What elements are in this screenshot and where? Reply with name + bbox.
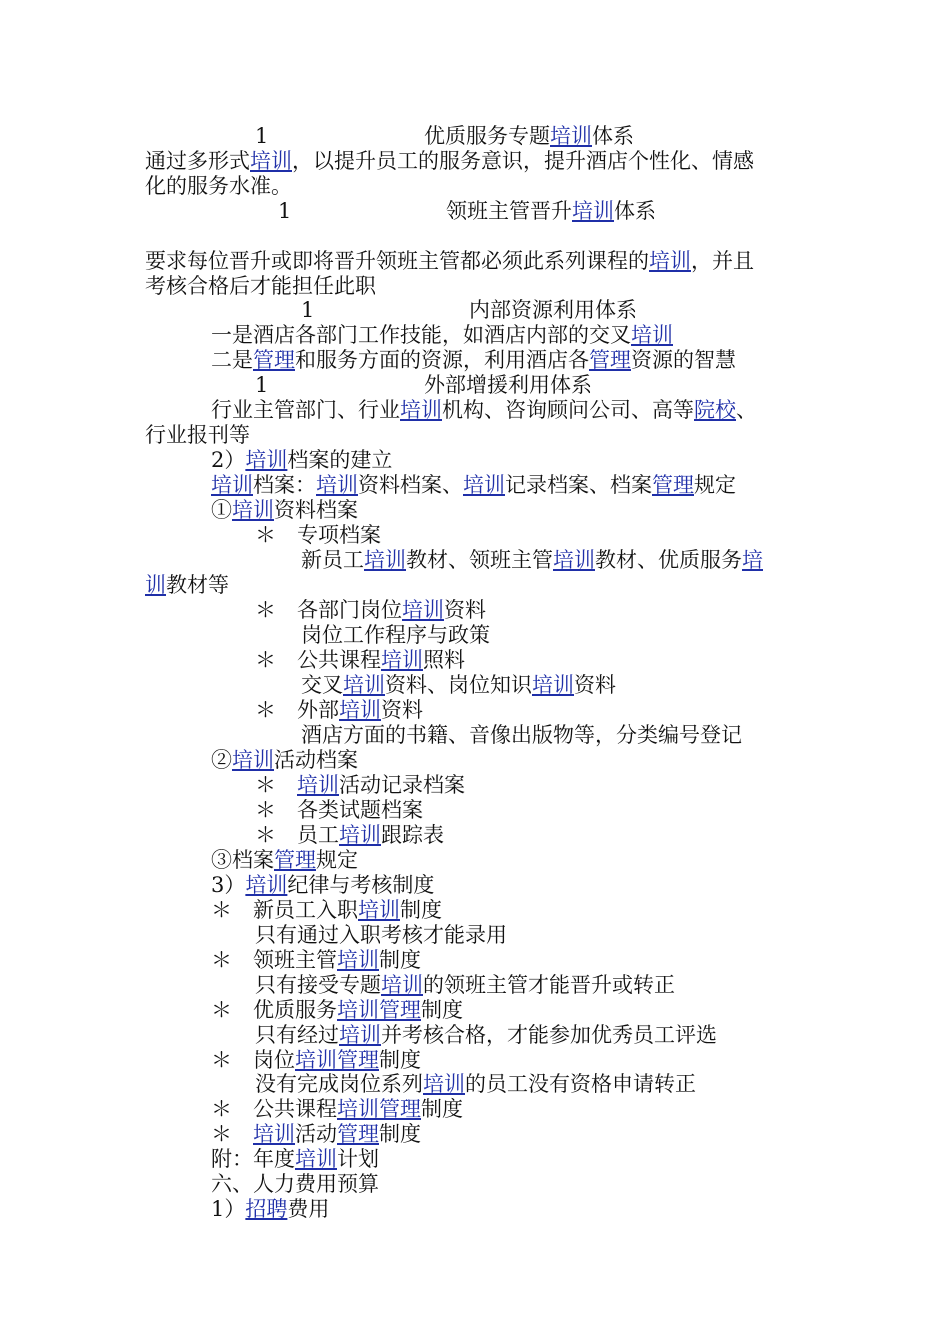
text-segment: 计划 <box>337 1147 379 1171</box>
text-line <box>255 973 675 998</box>
hyperlink[interactable]: 培训 <box>343 673 385 697</box>
text-segment: 六、人力费用预算 <box>211 1172 379 1196</box>
text-segment: 纪律与考核制度 <box>287 873 435 897</box>
text-segment: 2） <box>211 448 246 472</box>
hyperlink[interactable]: 招聘 <box>245 1197 288 1221</box>
text-segment: 活动档案 <box>274 748 358 772</box>
text-line <box>211 948 421 973</box>
text-segment: 和服务方面的资源，利用酒店各 <box>295 348 589 372</box>
hyperlink[interactable]: 培训 <box>250 149 292 173</box>
text-segment: ＊ 领班主管 <box>211 948 337 972</box>
text-segment: 制度 <box>379 948 421 972</box>
text-segment: ＊ 员工 <box>255 823 339 847</box>
text-line <box>211 1197 329 1222</box>
text-segment: 资料档案、 <box>358 473 463 497</box>
text-segment: 规定 <box>694 473 736 497</box>
text-segment: 记录档案、档案 <box>505 473 652 497</box>
hyperlink[interactable]: 培训 <box>463 473 505 497</box>
text-segment: 附：年度 <box>211 1147 295 1171</box>
text-line <box>211 898 442 923</box>
hyperlink[interactable]: 培训 <box>245 448 288 472</box>
text-segment: 没有完成岗位系列 <box>255 1072 423 1096</box>
text-segment: 行业报刊等 <box>145 423 250 447</box>
hyperlink[interactable]: 管理 <box>274 848 316 872</box>
text-line <box>211 748 358 773</box>
text-segment: ＊ 专项档案 <box>255 523 381 547</box>
hyperlink[interactable]: 培训 <box>337 998 379 1022</box>
text-segment: ＊ 优质服务 <box>211 998 337 1022</box>
text-segment: 规定 <box>316 848 358 872</box>
hyperlink[interactable]: 培训 <box>550 124 592 148</box>
text-line <box>211 473 736 498</box>
hyperlink[interactable]: 培训 <box>297 773 339 797</box>
text-line <box>255 1072 696 1097</box>
text-segment: ③档案 <box>211 848 274 872</box>
text-segment: 1） <box>211 1197 246 1221</box>
text-line <box>301 723 742 748</box>
text-segment: 资料 <box>381 698 423 722</box>
hyperlink[interactable]: 培训 <box>295 1147 337 1171</box>
text-segment: 制度 <box>421 998 463 1022</box>
hyperlink[interactable]: 管理 <box>652 473 694 497</box>
text-segment: 、 <box>736 398 757 422</box>
hyperlink[interactable]: 培训 <box>316 473 358 497</box>
text-segment: 教材等 <box>166 573 229 597</box>
text-line <box>145 174 292 199</box>
text-segment: 制度 <box>379 1048 421 1072</box>
text-segment: 二是 <box>211 348 253 372</box>
text-line <box>145 249 754 274</box>
hyperlink[interactable]: 培训 <box>381 973 423 997</box>
text-line <box>211 1122 421 1147</box>
hyperlink[interactable]: 管理 <box>337 1122 379 1146</box>
text-line <box>211 848 358 873</box>
text-segment: 一是酒店各部门工作技能，如酒店内部的交叉 <box>211 323 631 347</box>
text-segment: ＊ 新员工入职 <box>211 898 358 922</box>
text-line <box>301 673 616 698</box>
hyperlink[interactable]: 培训 <box>232 498 274 522</box>
text-line <box>255 124 268 149</box>
text-segment: 照料 <box>423 648 465 672</box>
text-segment: ① <box>211 498 232 522</box>
text-segment: 考核合格后才能担任此职 <box>145 274 376 298</box>
hyperlink[interactable]: 培训 <box>532 673 574 697</box>
text-line <box>255 773 465 798</box>
text-segment: 只有经过 <box>255 1023 339 1047</box>
text-line <box>469 298 637 323</box>
hyperlink[interactable]: 管理 <box>379 998 421 1022</box>
text-line <box>301 548 763 573</box>
text-segment: 档案的建立 <box>287 448 393 472</box>
text-line <box>211 323 673 348</box>
hyperlink[interactable]: 培训 <box>339 1023 381 1047</box>
text-line <box>145 149 754 174</box>
text-line <box>255 923 507 948</box>
text-line <box>211 1097 463 1122</box>
hyperlink[interactable]: 培训 <box>402 598 444 622</box>
hyperlink[interactable]: 培训 <box>400 398 442 422</box>
text-segment: 跟踪表 <box>381 823 444 847</box>
hyperlink[interactable]: 培训 <box>339 823 381 847</box>
text-segment: 的员工没有资格申请转正 <box>465 1072 696 1096</box>
text-segment: 新员工 <box>301 548 364 572</box>
text-line <box>301 298 314 323</box>
text-line <box>255 598 486 623</box>
text-segment: 1 <box>301 298 315 322</box>
text-segment: 资料档案 <box>274 498 358 522</box>
hyperlink[interactable]: 培训 <box>245 873 288 897</box>
text-segment: 只有接受专题 <box>255 973 381 997</box>
text-line <box>255 823 444 848</box>
text-line <box>211 873 434 898</box>
text-segment: ＊ 公共课程 <box>211 1097 337 1121</box>
text-segment: ＊ 各部门岗位 <box>255 598 402 622</box>
text-segment: 1 <box>278 199 292 223</box>
hyperlink[interactable]: 培训 <box>572 199 614 223</box>
text-line <box>211 448 392 473</box>
text-segment: ＊ <box>255 773 297 797</box>
hyperlink[interactable]: 训 <box>145 573 166 597</box>
hyperlink[interactable]: 培训 <box>337 1097 379 1121</box>
text-segment: 资料、岗位知识 <box>385 673 532 697</box>
text-segment: 的领班主管才能晋升或转正 <box>423 973 675 997</box>
hyperlink[interactable]: 培训 <box>339 698 381 722</box>
text-segment: ＊ 外部 <box>255 698 339 722</box>
text-segment: 制度 <box>421 1097 463 1121</box>
text-segment: 并考核合格，才能参加优秀员工评选 <box>381 1023 717 1047</box>
hyperlink[interactable]: 培训 <box>631 323 673 347</box>
text-segment: 体系 <box>614 199 656 223</box>
text-line <box>255 648 465 673</box>
hyperlink[interactable]: 培训 <box>649 249 691 273</box>
hyperlink[interactable]: 院校 <box>694 398 736 422</box>
hyperlink[interactable]: 管理 <box>253 348 295 372</box>
text-line <box>255 373 268 398</box>
text-segment: 1 <box>255 124 269 148</box>
text-segment: 费用 <box>287 1197 330 1221</box>
text-line <box>255 1023 717 1048</box>
hyperlink[interactable]: 管理 <box>589 348 631 372</box>
text-segment: ，以提升员工的服务意识，提升酒店个性化、情感 <box>292 149 754 173</box>
hyperlink[interactable]: 管理 <box>337 1048 379 1072</box>
text-line <box>255 798 423 823</box>
text-segment: 领班主管晋升 <box>446 199 572 223</box>
text-line <box>446 199 656 224</box>
text-segment: 内部资源利用体系 <box>469 298 637 322</box>
hyperlink[interactable]: 培训 <box>295 1048 337 1072</box>
text-line <box>145 274 376 299</box>
text-segment: ＊ 岗位 <box>211 1048 295 1072</box>
text-segment: 资源的智慧 <box>631 348 736 372</box>
text-segment: 活动记录档案 <box>339 773 465 797</box>
text-segment: 制度 <box>400 898 442 922</box>
text-line <box>211 398 757 423</box>
hyperlink[interactable]: 培训 <box>253 1122 295 1146</box>
text-segment: 要求每位晋升或即将晋升领班主管都必须此系列课程的 <box>145 249 649 273</box>
text-line <box>145 573 229 598</box>
text-line <box>211 498 358 523</box>
text-segment: 机构、咨询顾问公司、高等 <box>442 398 694 422</box>
text-segment: 教材、优质服务 <box>595 548 742 572</box>
text-line <box>278 199 291 224</box>
text-segment: 1 <box>255 373 269 397</box>
text-line <box>424 373 592 398</box>
text-line <box>255 698 423 723</box>
text-segment: 交叉 <box>301 673 343 697</box>
text-line <box>301 623 490 648</box>
text-line <box>424 124 634 149</box>
text-line <box>211 348 736 373</box>
text-segment: 化的服务水准。 <box>145 174 292 198</box>
text-line <box>255 523 381 548</box>
text-segment: 制度 <box>379 1122 421 1146</box>
text-segment: 教材、领班主管 <box>406 548 553 572</box>
text-line <box>211 1048 421 1073</box>
hyperlink[interactable]: 培训 <box>381 648 423 672</box>
text-segment: ＊ 各类试题档案 <box>255 798 423 822</box>
text-segment: 通过多形式 <box>145 149 250 173</box>
hyperlink[interactable]: 培训 <box>423 1072 465 1096</box>
hyperlink[interactable]: 培训 <box>337 948 379 972</box>
text-segment: ，并且 <box>691 249 754 273</box>
text-segment: 资料 <box>444 598 486 622</box>
text-segment: ＊ <box>211 1122 253 1146</box>
text-line <box>211 998 463 1023</box>
text-segment: 活动 <box>295 1122 337 1146</box>
hyperlink[interactable]: 培训 <box>553 548 595 572</box>
hyperlink[interactable]: 培训 <box>232 748 274 772</box>
text-segment: 档案： <box>253 473 316 497</box>
text-segment: 酒店方面的书籍、音像出版物等，分类编号登记 <box>301 723 742 747</box>
text-segment: 资料 <box>574 673 616 697</box>
text-segment: ＊ 公共课程 <box>255 648 381 672</box>
text-line <box>145 423 250 448</box>
text-segment: 岗位工作程序与政策 <box>301 623 490 647</box>
hyperlink[interactable]: 培训 <box>211 473 253 497</box>
text-segment: 优质服务专题 <box>424 124 550 148</box>
hyperlink[interactable]: 培训 <box>358 898 400 922</box>
text-segment: 行业主管部门、行业 <box>211 398 400 422</box>
text-segment: ② <box>211 748 232 772</box>
hyperlink[interactable]: 培训 <box>364 548 406 572</box>
text-line <box>211 1147 379 1172</box>
text-segment: 体系 <box>592 124 634 148</box>
hyperlink[interactable]: 管理 <box>379 1097 421 1121</box>
text-line <box>211 1172 379 1197</box>
text-segment: 外部增援利用体系 <box>424 373 592 397</box>
hyperlink[interactable]: 培 <box>742 548 763 572</box>
text-segment: 3） <box>211 873 246 897</box>
text-segment: 只有通过入职考核才能录用 <box>255 923 507 947</box>
